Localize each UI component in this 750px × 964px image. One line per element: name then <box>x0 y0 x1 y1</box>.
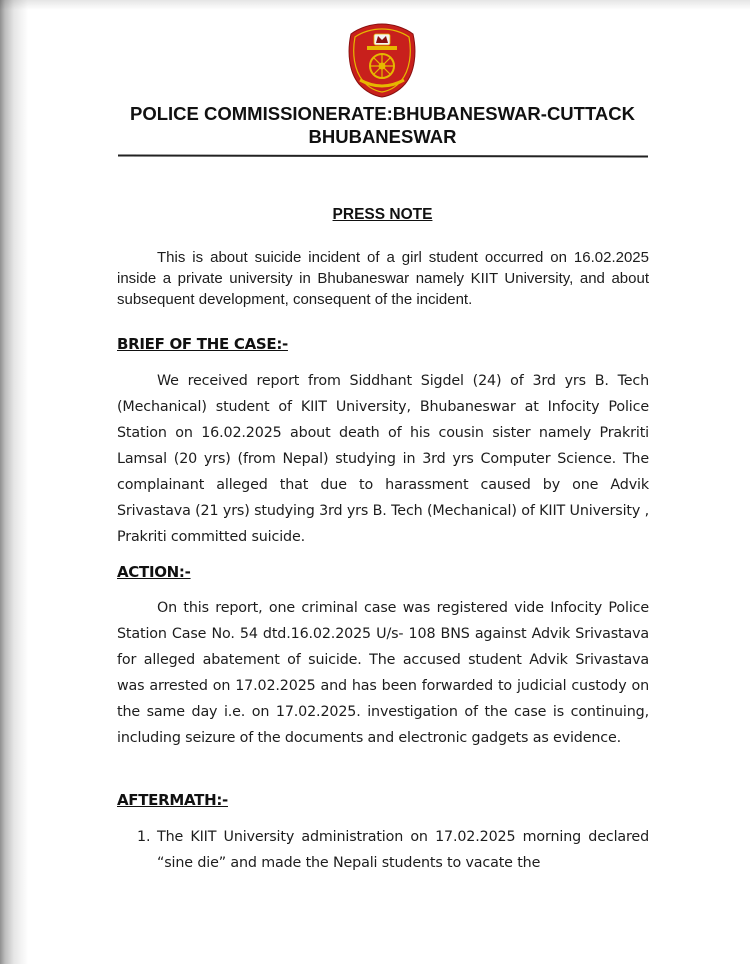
brief-heading: BRIEF OF THE CASE:- <box>117 335 288 353</box>
aftermath-list <box>117 824 649 876</box>
press-note-title: PRESS NOTE <box>332 206 433 223</box>
list-item-number: 1. <box>137 829 151 845</box>
page-edge-shadow <box>0 0 28 964</box>
header-title-line2: BHUBANESWAR <box>308 126 457 147</box>
list-item <box>117 824 649 876</box>
brief-paragraph: We received report from Siddhant Sigdel (24) of 3rd yrs B. Tech (Mechanical) student of KIIT University, Bhubaneswar at Infocity Police Station on 16.02.2025 about death of his cousin sister namely Prakriti Lamsal (20 yrs) (from Nepal) studying in 3rd yrs Computer Science. The complainant alleged that due to harassment caused by one Advik Srivastava (21 yrs) studying 3rd yrs B. Tech (Mechanical) of KIIT University , Prakriti committed suicide. <box>117 373 649 545</box>
action-heading: ACTION:- <box>117 563 191 581</box>
header-title-line1: POLICE COMMISSIONERATE:BHUBANESWAR-CUTTACK <box>130 103 635 124</box>
page-top-shadow <box>0 0 750 10</box>
police-emblem-icon <box>343 22 421 98</box>
aftermath-heading: AFTERMATH:- <box>117 791 228 809</box>
intro-paragraph: This is about suicide incident of a girl student occurred on 16.02.2025 inside a private university in Bhubaneswar namely KIIT University, and about subsequent development, consequent of the incident. <box>117 249 649 308</box>
header-divider <box>118 154 648 157</box>
action-paragraph: On this report, one criminal case was registered vide Infocity Police Station Case No. 54 dtd.16.02.2025 U/s- 108 BNS against Advik Srivastava for alleged abatement of suicide. The accused student Advik Srivastava was arrested on 17.02.2025 and has been forwarded to judicial custody on the same day i.e. on 17.02.2025. investigation of the case is continuing, including seizure of the documents and electronic gadgets as evidence. <box>117 600 649 746</box>
list-item-text: The KIIT University administration on 17.02.2025 morning declared “sine die” and made the Nepali students to vacate the <box>157 829 649 871</box>
